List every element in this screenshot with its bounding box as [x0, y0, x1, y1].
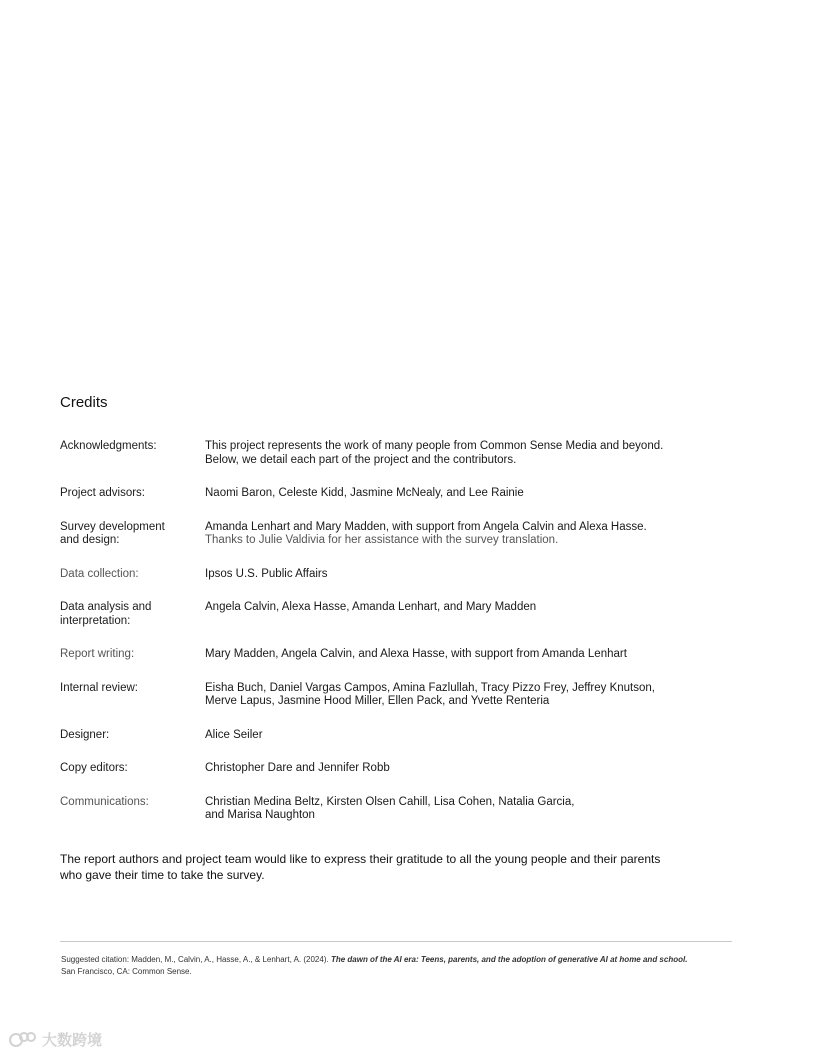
credit-row-copy-editors	[60, 762, 740, 776]
credit-row-project-advisors	[60, 487, 740, 501]
suggested-citation	[61, 954, 741, 978]
credit-line: Amanda Lenhart and Mary Madden, with support from Angela Calvin and Alexa Hasse.	[205, 520, 647, 533]
credit-row-communications	[60, 796, 740, 823]
closing-line: The report authors and project team would like to express their gratitude to all the young people and their parents	[60, 852, 661, 866]
citation-prefix: Suggested citation: Madden, M., Calvin, A., Hasse, A., & Lenhart, A. (2024).	[61, 955, 331, 964]
credit-line: Merve Lapus, Jasmine Hood Miller, Ellen Pack, and Yvette Renteria	[205, 695, 550, 707]
credit-line: Christopher Dare and Jennifer Robb	[205, 762, 390, 774]
credit-label: Designer:	[60, 728, 110, 741]
credit-row-data-collection	[60, 568, 740, 582]
credit-label: Acknowledgments:	[60, 440, 157, 452]
credit-row-survey-development	[60, 521, 740, 548]
citation-title: The dawn of the AI era: Teens, parents, and the adoption of generative AI at home and school.	[330, 955, 688, 964]
credit-label: Report writing:	[60, 648, 135, 660]
credit-row-data-analysis	[60, 601, 740, 628]
credit-label: Communications:	[60, 795, 149, 808]
watermark-logo-icon	[8, 1030, 38, 1050]
credit-label: Copy editors:	[60, 762, 128, 774]
credit-line: Naomi Baron, Celeste Kidd, Jasmine McNealy, and Lee Rainie	[205, 487, 524, 499]
credit-label	[60, 601, 205, 628]
credit-value	[205, 568, 740, 582]
credit-label: Internal review:	[60, 681, 138, 694]
credit-label: Data collection:	[60, 567, 139, 580]
watermark-text: 大数跨境	[42, 1032, 103, 1049]
credit-value	[205, 762, 740, 776]
credit-line: Eisha Buch, Daniel Vargas Campos, Amina Fazlullah, Tracy Pizzo Frey, Jeffrey Knutson,	[205, 681, 655, 694]
credit-line: Thanks to Julie Valdivia for her assistance with the survey translation.	[205, 534, 559, 546]
credit-line: Ipsos U.S. Public Affairs	[205, 567, 328, 580]
credit-label-line: and design:	[60, 534, 120, 546]
credit-line: Mary Madden, Angela Calvin, and Alexa Hasse, with support from Amanda Lenhart	[205, 648, 627, 660]
credit-row-designer	[60, 729, 740, 743]
credit-label-line: Survey development	[60, 520, 165, 533]
credits-title: Credits	[60, 394, 108, 411]
credit-line: Christian Medina Beltz, Kirsten Olsen Cahill, Lisa Cohen, Natalia Garcia,	[205, 795, 575, 808]
closing-paragraph	[60, 851, 700, 883]
citation-suffix: San Francisco, CA: Common Sense.	[61, 967, 192, 976]
watermark	[8, 1029, 102, 1050]
credit-value	[205, 648, 740, 662]
credit-line: and Marisa Naughton	[205, 809, 315, 821]
credit-line: Angela Calvin, Alexa Hasse, Amanda Lenhart, and Mary Madden	[205, 601, 537, 613]
credit-value	[205, 521, 740, 548]
credit-line: Alice Seiler	[205, 728, 263, 741]
credit-value	[205, 796, 740, 823]
credit-value	[205, 729, 740, 743]
credit-label	[60, 521, 205, 548]
credit-value	[205, 440, 740, 467]
credit-line: This project represents the work of many people from Common Sense Media and beyond.	[205, 440, 664, 452]
credit-value	[205, 682, 740, 709]
credits-list	[60, 440, 740, 843]
credit-value	[205, 601, 740, 628]
footer-divider	[60, 941, 732, 942]
credit-value	[205, 487, 740, 501]
credit-label-line: Data analysis and	[60, 601, 152, 613]
credit-row-report-writing	[60, 648, 740, 662]
credit-label-line: interpretation:	[60, 614, 131, 627]
credit-line: Below, we detail each part of the project and the contributors.	[205, 453, 517, 466]
credit-label: Project advisors:	[60, 487, 146, 499]
closing-line: who gave their time to take the survey.	[60, 868, 265, 882]
credit-row-acknowledgments	[60, 440, 740, 467]
credit-row-internal-review	[60, 682, 740, 709]
